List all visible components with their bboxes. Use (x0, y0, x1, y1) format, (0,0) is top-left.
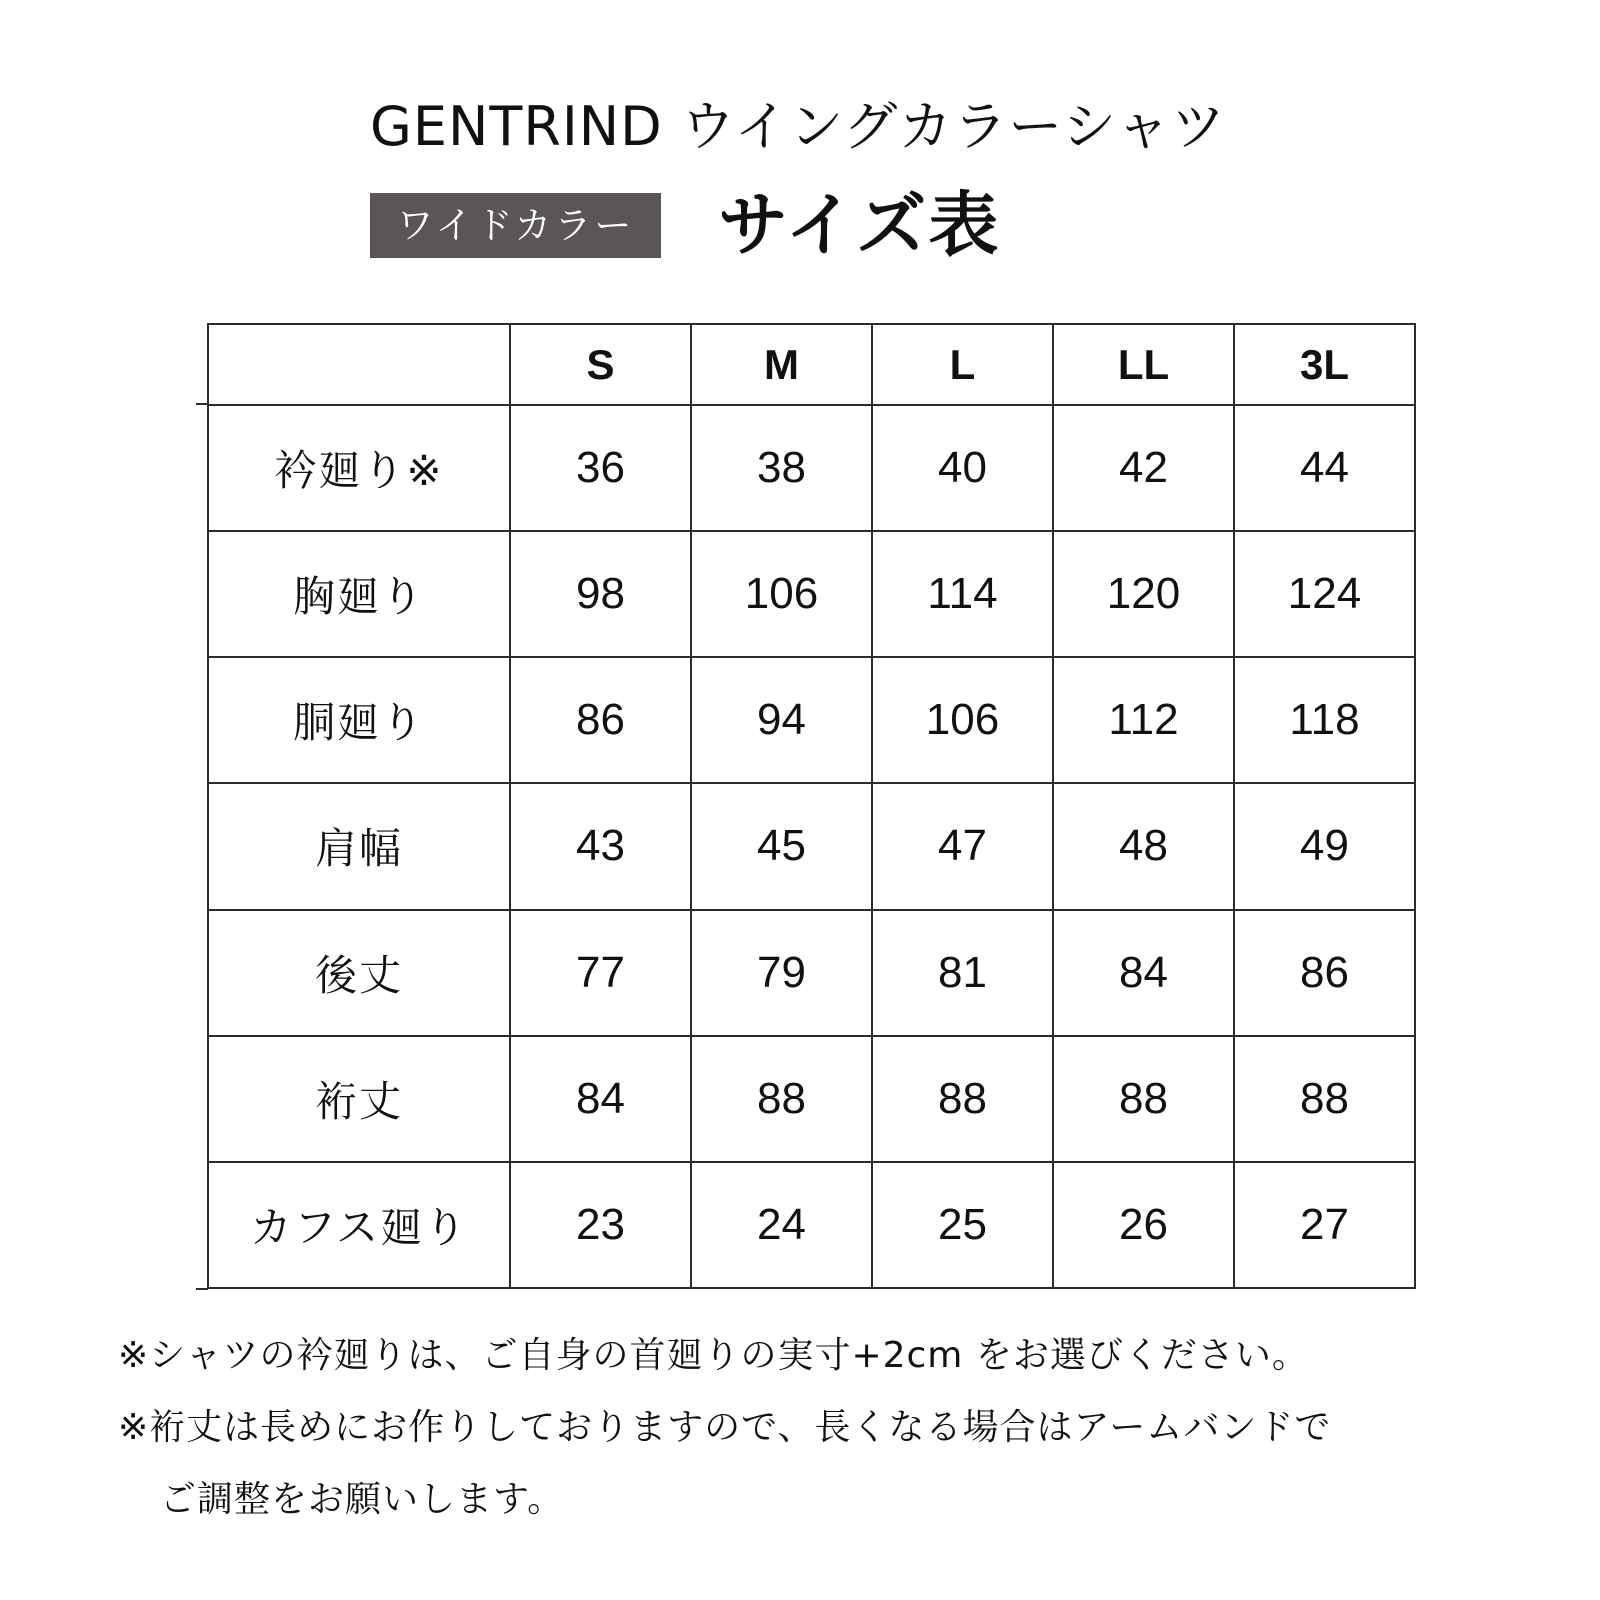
size-header-row (208, 324, 1415, 405)
notes (118, 1320, 1558, 1536)
bottom-rule-overhang (196, 1288, 208, 1290)
size-header-m: M (691, 324, 872, 405)
table-cell: 48 (1053, 783, 1234, 909)
size-table (207, 323, 1416, 1289)
row-label-cuff: カフス廻り (208, 1162, 510, 1288)
header-rule-overhang (196, 403, 208, 405)
table-cell: 43 (510, 783, 691, 909)
row-label-shoulder: 肩幅 (208, 783, 510, 909)
size-header-s: S (510, 324, 691, 405)
table-cell: 25 (872, 1162, 1053, 1288)
page-title: GENTRIND ウイングカラーシャツ (370, 95, 1227, 158)
table-row (208, 783, 1415, 909)
row-label-chest: 胸廻り (208, 531, 510, 657)
note-collar: ※シャツの衿廻りは、ご自身の首廻りの実寸+2cm をお選びください。 (118, 1335, 1309, 1376)
size-header-l: L (872, 324, 1053, 405)
table-cell: 84 (510, 1036, 691, 1162)
table-cell: 79 (691, 910, 872, 1036)
table-cell: 88 (1234, 1036, 1415, 1162)
table-cell: 112 (1053, 657, 1234, 783)
table-cell: 88 (1053, 1036, 1234, 1162)
table-cell: 23 (510, 1162, 691, 1288)
table-cell: 27 (1234, 1162, 1415, 1288)
table-row (208, 657, 1415, 783)
table-cell: 114 (872, 531, 1053, 657)
table-cell: 47 (872, 783, 1053, 909)
size-chart-heading: サイズ表 (718, 184, 1001, 266)
table-cell: 40 (872, 405, 1053, 531)
table-cell: 94 (691, 657, 872, 783)
note-sleeve-continued: ご調整をお願いします。 (160, 1479, 565, 1520)
table-cell: 49 (1234, 783, 1415, 909)
table-row (208, 910, 1415, 1036)
table-cell: 42 (1053, 405, 1234, 531)
table-cell: 44 (1234, 405, 1415, 531)
table-cell: 38 (691, 405, 872, 531)
table-cell: 118 (1234, 657, 1415, 783)
table-row (208, 1036, 1415, 1162)
table-cell: 86 (1234, 910, 1415, 1036)
size-header-ll: LL (1053, 324, 1234, 405)
table-cell: 81 (872, 910, 1053, 1036)
table-row (208, 1162, 1415, 1288)
table-cell: 124 (1234, 531, 1415, 657)
table-cell: 86 (510, 657, 691, 783)
table-cell: 77 (510, 910, 691, 1036)
table-cell: 106 (872, 657, 1053, 783)
table-row (208, 531, 1415, 657)
table-cell: 26 (1053, 1162, 1234, 1288)
row-label-sleeve: 裄丈 (208, 1036, 510, 1162)
table-cell: 88 (872, 1036, 1053, 1162)
table-cell: 84 (1053, 910, 1234, 1036)
table-cell: 98 (510, 531, 691, 657)
row-label-collar: 衿廻り※ (208, 405, 510, 531)
note-sleeve: ※裄丈は長めにお作りしておりますので、長くなる場合はアームバンドで (118, 1407, 1332, 1448)
table-cell: 120 (1053, 531, 1234, 657)
row-label-back-length: 後丈 (208, 910, 510, 1036)
table-cell: 88 (691, 1036, 872, 1162)
corner-cell (208, 324, 510, 405)
table-cell: 24 (691, 1162, 872, 1288)
collar-type-badge: ワイドカラー (370, 193, 661, 258)
size-header-3l: 3L (1234, 324, 1415, 405)
row-label-waist: 胴廻り (208, 657, 510, 783)
table-cell: 45 (691, 783, 872, 909)
table-row (208, 405, 1415, 531)
table-cell: 106 (691, 531, 872, 657)
table-cell: 36 (510, 405, 691, 531)
